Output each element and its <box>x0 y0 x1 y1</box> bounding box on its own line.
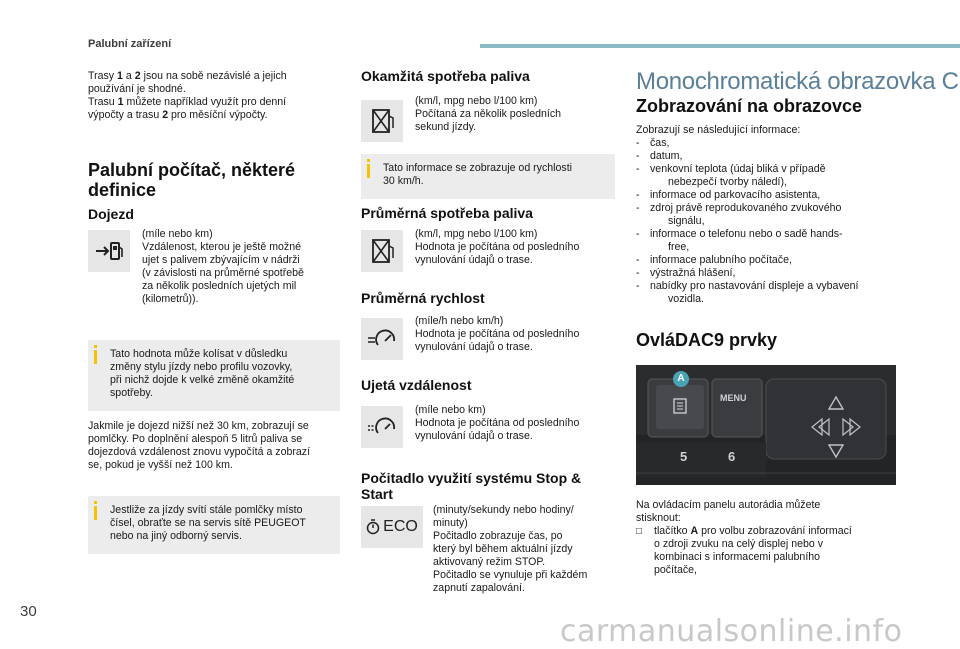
preset-6-label: 6 <box>728 449 736 464</box>
section-title: Palubní počítač, některé definice <box>88 160 296 200</box>
list-item: - venkovní teplota (údaj bliká v případě nebezpečí tvorby náledí), <box>636 163 826 188</box>
page-number: 30 <box>20 603 37 620</box>
info-note-2: Jestliže za jízdy svítí stále pomlčky místo čísel, obraťte se na servis sítě PEUGEOT nebo na jiný odborný servis. <box>88 496 340 554</box>
list-item: - informace od parkovacího asistenta, <box>636 189 821 201</box>
list-item: □ tlačítko A pro volbu zobrazování informací o zdroji zvuku na celý displej nebo v kombinaci s informacemi palubního počítače, <box>636 525 852 576</box>
callout-badge-a: A <box>673 371 689 387</box>
dojezd-paragraph: Jakmile je dojezd nižší než 30 km, zobrazují se pomlčky. Po doplnění alespoň 5 litrů paliva se dojezdová vzdálenost znovu vypočítá a zobrazí se, pokud je vyšší než 100 km. <box>88 420 311 471</box>
eco-label: ECO <box>383 518 418 535</box>
list-item: - výstražná hlášení, <box>636 267 736 279</box>
info-note-icon <box>367 164 370 178</box>
info-note-icon <box>94 350 97 364</box>
zobrazovani-list: Zobrazují se následující informace: - čas, - datum, - venkovní teplota (údaj bliká v případě nebezpečí tvorby náledí), - informace od parkovacího asistenta, - zdroj právě reprodukovaného zvukového signálu, - informace o telefonu nebo o sadě hands- free, - informace palubního počítače, - výstražná hlášení, - nabídky pro nastavování displeje a vybavení vozidla. <box>636 124 916 306</box>
avg-speed-icon <box>361 318 403 360</box>
ovladaci-heading: OvláDAC9 prvky <box>636 330 778 350</box>
list-item: - čas, <box>636 137 670 149</box>
list-item: - informace o telefonu nebo o sadě hands- free, <box>636 228 843 253</box>
prumerna-rychlost-description: (míle/h nebo km/h) Hodnota je počítána od posledního vynulování údajů o trase. <box>415 315 580 353</box>
zobrazovani-heading: Zobrazování na obrazovce <box>636 96 863 116</box>
okamzita-description: (km/l, mpg nebo l/100 km) Počítaná za několik posledních sekund jízdy. <box>415 95 562 133</box>
list-item: - informace palubního počítače, <box>636 254 792 266</box>
column-title: Monochromatická obrazovka C <box>636 68 959 95</box>
ovladaci-description: Na ovládacím panelu autorádia můžete stisknout: □ tlačítko A pro volbu zobrazování informací o zdroji zvuku na celý displej nebo v kombinaci s informacemi palubního počítače, <box>636 499 896 577</box>
ujeta-heading: Ujetá vzdálenost <box>361 377 472 393</box>
prumerna-spotreba-description: (km/l, mpg nebo l/100 km) Hodnota je počítána od posledního vynulování údajů o trase. <box>415 228 580 266</box>
stopstart-description: (minuty/sekundy nebo hodiny/ minuty) Počitadlo zobrazuje čas, po který byl během aktuální jízdy aktivovaný režim STOP. Počitadlo se vynuluje při každém zapnutí zapalování. <box>433 504 588 594</box>
checkbox-bullet-icon: □ <box>636 526 643 537</box>
clock-icon <box>366 518 380 536</box>
dojezd-heading: Dojezd <box>88 206 134 222</box>
preset-5-label: 5 <box>680 449 688 464</box>
watermark: carmanualsonline.info <box>560 614 903 649</box>
fuel-consumption-icon <box>361 100 403 142</box>
info-note-1: Tato hodnota může kolísat v důsledku změny stylu jízdy nebo profilu vozovky, při nichž dojde k velké změně okamžité spotřeby. <box>88 340 340 411</box>
radio-panel-photo <box>636 365 896 485</box>
list-item: - zdroj právě reprodukovaného zvukového signálu, <box>636 202 842 227</box>
list-item: - datum, <box>636 150 683 162</box>
header-accent-bar <box>480 44 960 48</box>
info-note-3: Tato informace se zobrazuje od rychlosti 30 km/h. <box>361 154 615 199</box>
list-item: - nabídky pro nastavování displeje a vybavení vozidla. <box>636 280 859 305</box>
section-header: Palubní zařízení <box>88 38 172 50</box>
stop-start-eco-icon <box>361 506 423 548</box>
info-note-icon <box>94 506 97 520</box>
prumerna-spotreba-heading: Průměrná spotřeba paliva <box>361 205 533 221</box>
avg-fuel-icon <box>361 230 403 272</box>
intro-text: Trasy 1 a 2 jsou na sobě nezávislé a jejich používání je shodné. Trasu 1 můžete například využít pro denní výpočty a trasu 2 pro měsíční výpočty. <box>88 70 287 121</box>
menu-button-label: MENU <box>720 393 747 403</box>
prumerna-rychlost-heading: Průměrná rychlost <box>361 290 485 306</box>
dojezd-description: (míle nebo km) Vzdálenost, kterou je ještě možné ujet s palivem zbývajícím v nádrži (v závislosti na průměrné spotřebě za několik posledních ujetých mil (kilometrů)). <box>142 228 304 305</box>
okamzita-heading: Okamžitá spotřeba paliva <box>361 68 530 84</box>
distance-icon <box>361 406 403 448</box>
stopstart-heading: Počitadlo využití systému Stop & Start <box>361 470 582 502</box>
range-icon <box>88 230 130 272</box>
ujeta-description: (míle nebo km) Hodnota je počítána od posledního vynulování údajů o trase. <box>415 404 580 442</box>
